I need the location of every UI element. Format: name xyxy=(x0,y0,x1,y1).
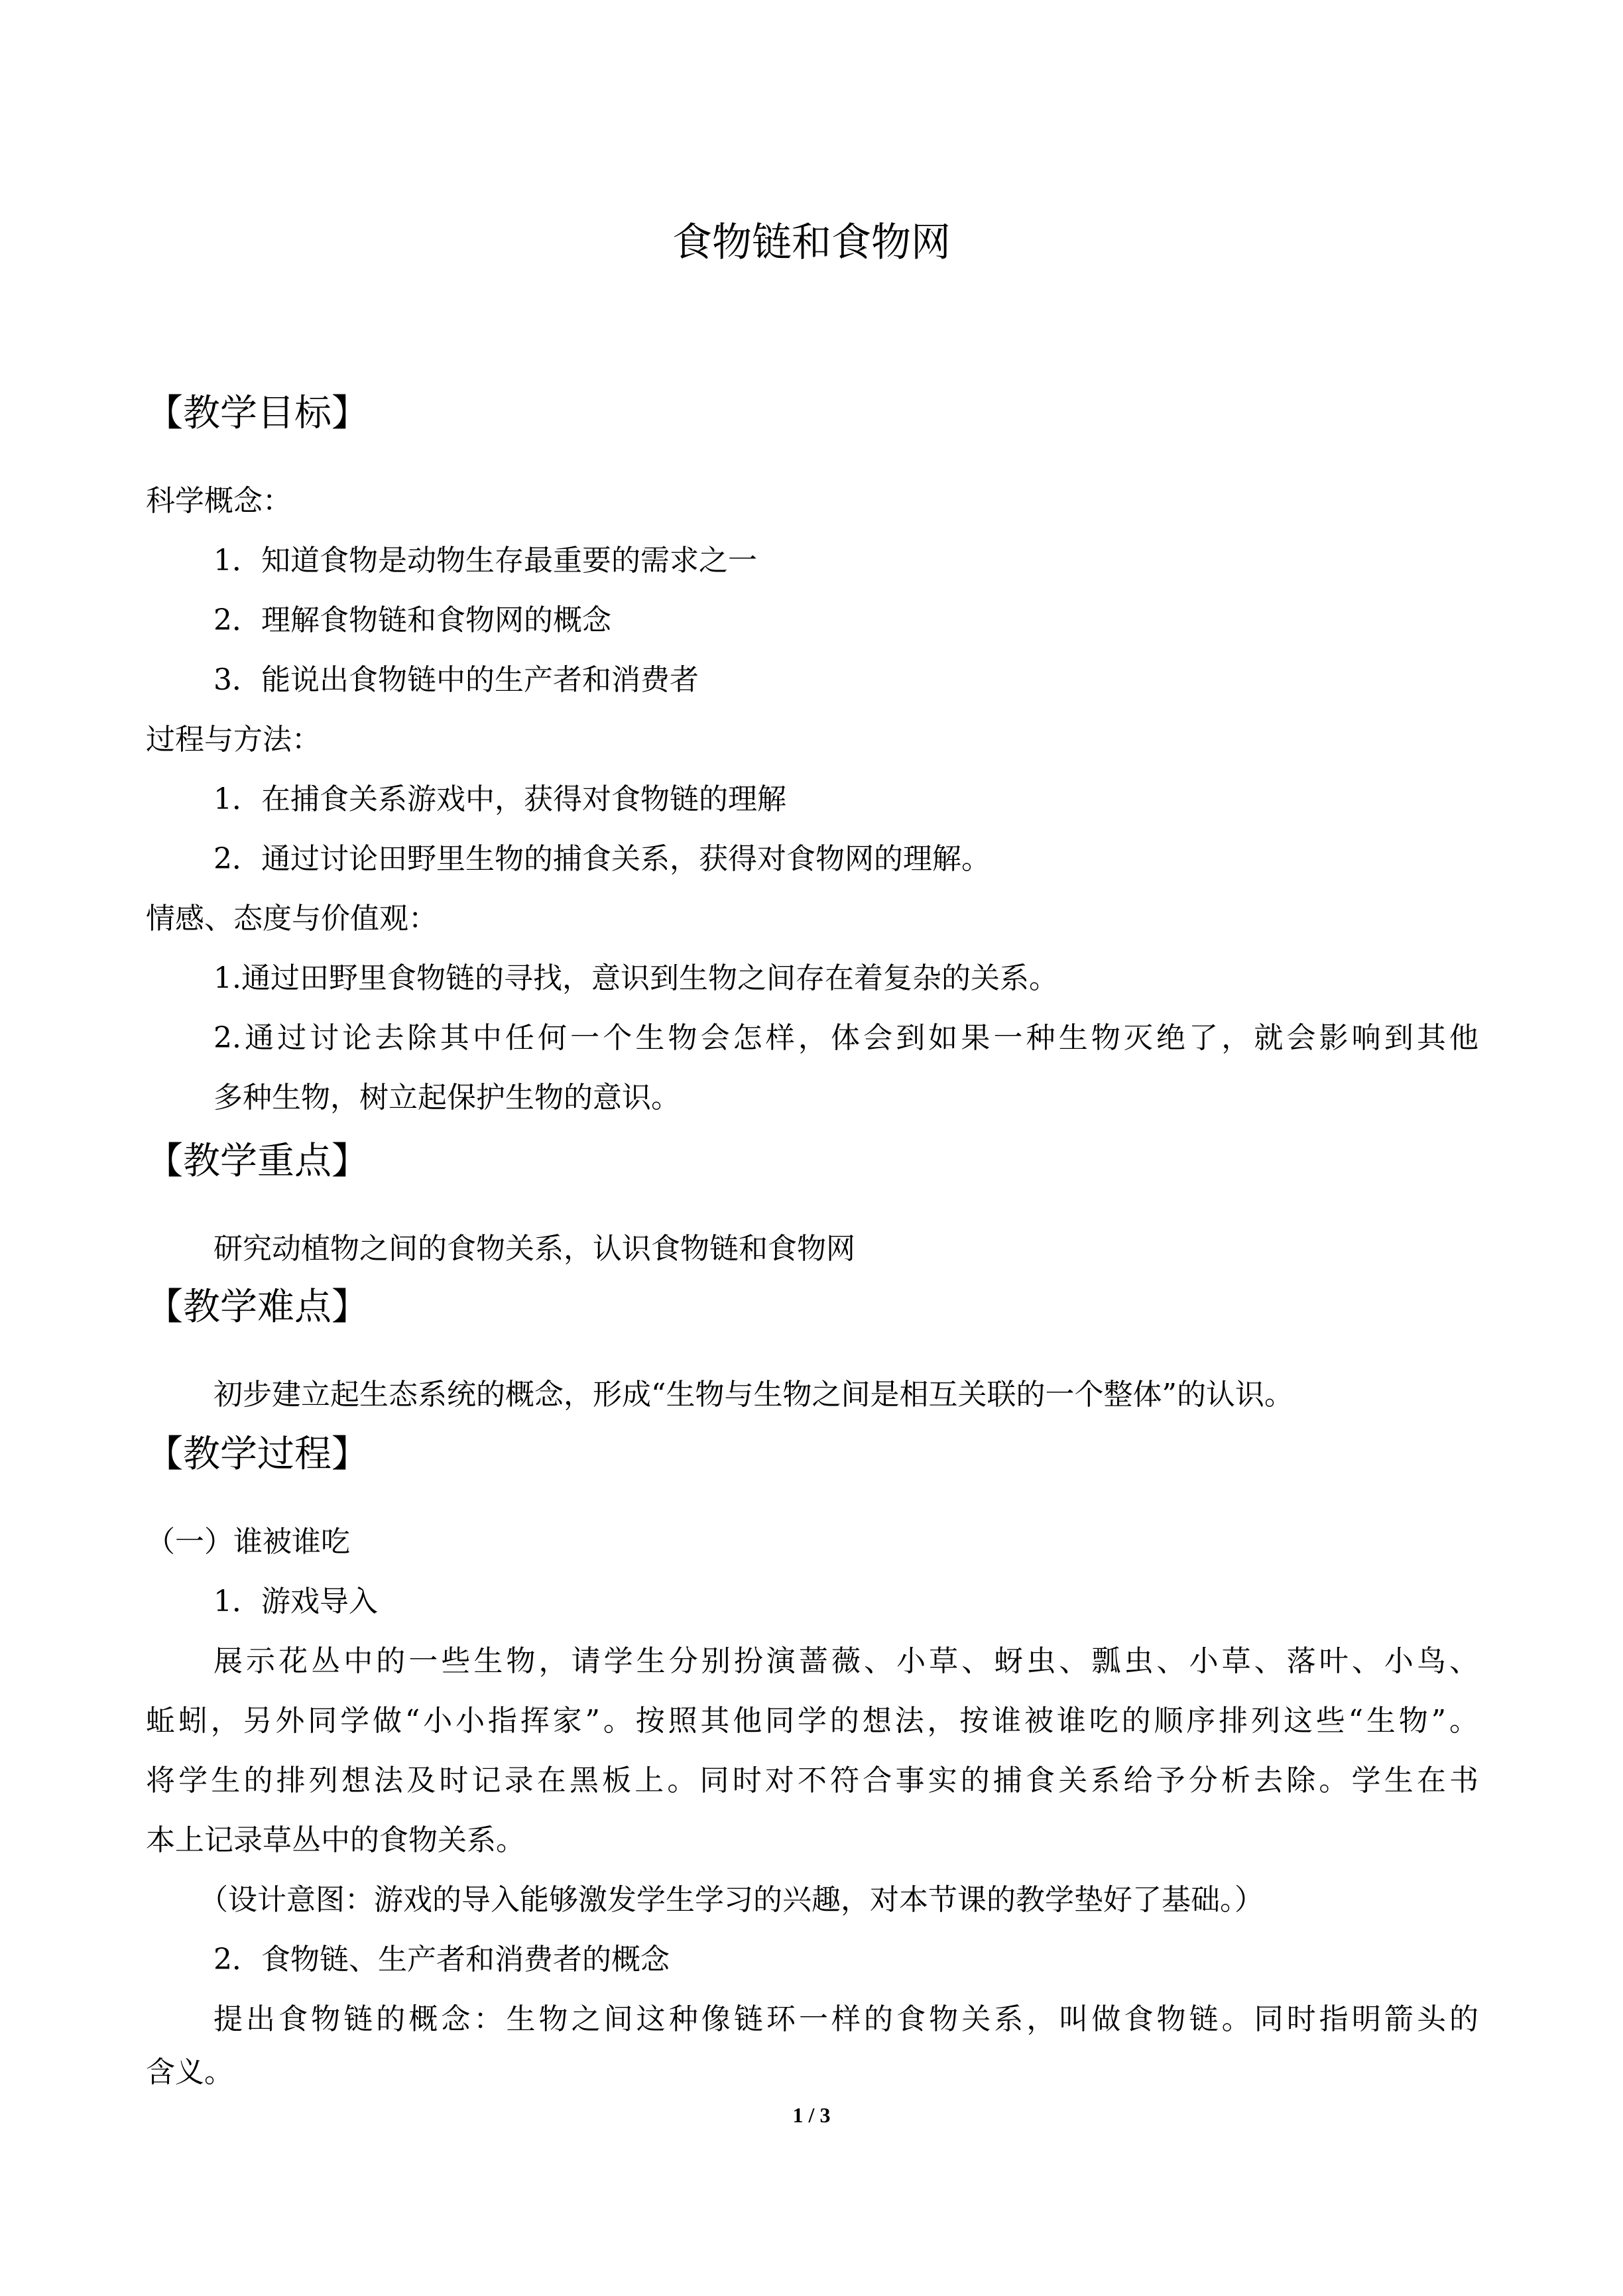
list-item: 1.通过田野里食物链的寻找，意识到生物之间存在着复杂的关系。 xyxy=(213,961,1058,995)
section-heading-key-points: 【教学重点】 xyxy=(146,1140,369,1183)
label-emotion-values: 情感、态度与价值观： xyxy=(146,902,438,936)
process-part1-title: （一）谁被谁吃 xyxy=(146,1525,350,1559)
paragraph-line: 展示花丛中的一些生物，请学生分别扮演蔷薇、小草、蚜虫、瓢虫、小草、落叶、小鸟、 xyxy=(213,1644,1478,1678)
list-item: 1．知道食物是动物生存最重要的需求之一 xyxy=(213,544,757,577)
page-number: 1 / 3 xyxy=(792,2103,831,2127)
paragraph-line: 蚯蚓，另外同学做“小小指挥家”。按照其他同学的想法，按谁被谁吃的顺序排列这些“生物”。 xyxy=(146,1704,1478,1738)
list-item: 3．能说出食物链中的生产者和消费者 xyxy=(213,663,699,697)
label-process-methods: 过程与方法： xyxy=(146,723,321,756)
process-step1-title: 1．游戏导入 xyxy=(213,1585,378,1618)
list-item: 2．理解食物链和食物网的概念 xyxy=(213,603,611,637)
process-step2-title: 2．食物链、生产者和消费者的概念 xyxy=(213,1943,670,1976)
page-title: 食物链和食物网 xyxy=(672,219,951,266)
list-item: 2．通过讨论田野里生物的捕食关系，获得对食物网的理解。 xyxy=(213,842,991,876)
list-item: 2.通过讨论去除其中任何一个生物会怎样，体会到如果一种生物灭绝了，就会影响到其他 xyxy=(213,1021,1478,1055)
section-heading-goals: 【教学目标】 xyxy=(146,392,369,435)
design-intent-note: （设计意图：游戏的导入能够激发学生学习的兴趣，对本节课的教学垫好了基础。） xyxy=(199,1883,1264,1917)
section-heading-process: 【教学过程】 xyxy=(146,1433,369,1476)
list-item-continuation: 多种生物，树立起保护生物的意识。 xyxy=(213,1081,680,1115)
label-science-concepts: 科学概念： xyxy=(146,484,292,518)
difficulties-text: 初步建立起生态系统的概念，形成“生物与生物之间是相互关联的一个整体”的认识。 xyxy=(213,1378,1293,1412)
paragraph-line: 本上记录草丛中的食物关系。 xyxy=(146,1823,525,1857)
paragraph-line: 含义。 xyxy=(146,2055,233,2089)
paragraph-line: 提出食物链的概念：生物之间这种像链环一样的食物关系，叫做食物链。同时指明箭头的 xyxy=(213,2002,1478,2036)
section-heading-difficulties: 【教学难点】 xyxy=(146,1286,369,1329)
key-points-text: 研究动植物之间的食物关系，认识食物链和食物网 xyxy=(213,1232,855,1266)
list-item: 1．在捕食关系游戏中，获得对食物链的理解 xyxy=(213,782,786,816)
paragraph-line: 将学生的排列想法及时记录在黑板上。同时对不符合事实的捕食关系给予分析去除。学生在书 xyxy=(146,1764,1478,1797)
